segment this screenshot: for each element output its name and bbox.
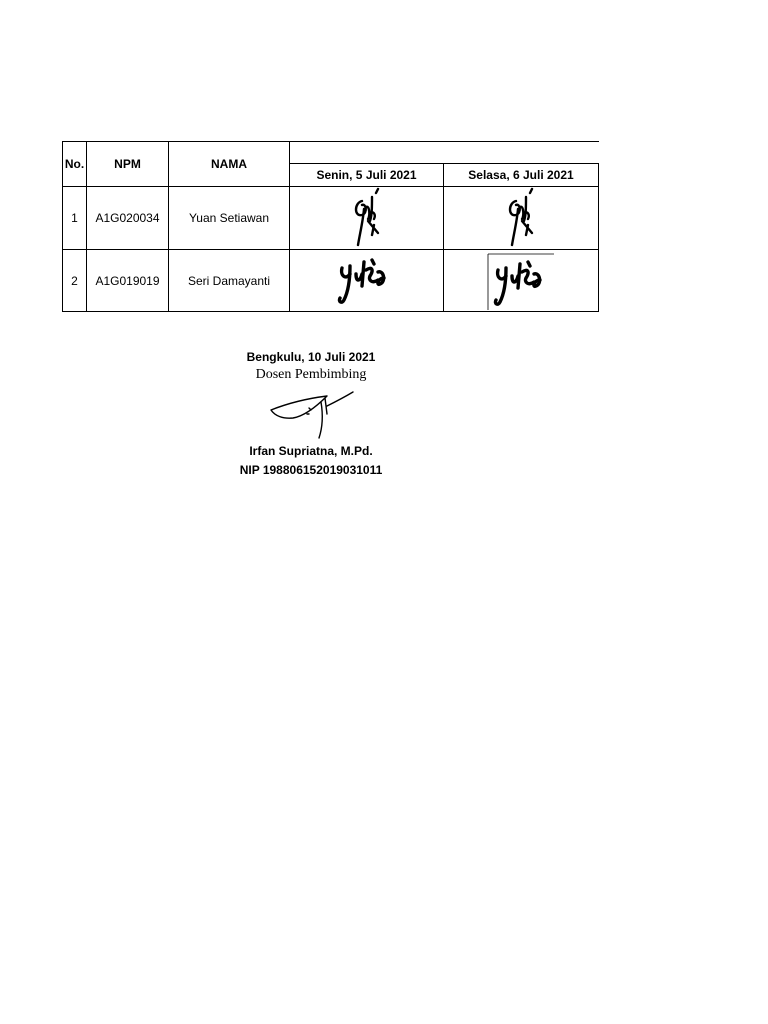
lecturer-signature-icon bbox=[261, 388, 361, 440]
signature-seri-icon bbox=[332, 252, 402, 310]
header-no bbox=[63, 142, 87, 187]
row-1-nama bbox=[169, 187, 290, 250]
signature-block bbox=[200, 348, 422, 480]
lecturer-name: Irfan Supriatna, M.Pd. bbox=[249, 444, 373, 458]
table-row bbox=[63, 187, 599, 250]
signer-role: Dosen Pembimbing bbox=[255, 367, 367, 382]
row-1-no bbox=[63, 187, 87, 250]
row-1-signature-day-1 bbox=[290, 187, 444, 250]
row-1-no-text: 1 bbox=[71, 211, 78, 225]
row-2-no bbox=[63, 250, 87, 312]
row-2-signature-day-1 bbox=[290, 250, 444, 312]
header-date-2 bbox=[444, 164, 599, 187]
header-date-2-label: Selasa, 6 Juli 2021 bbox=[468, 168, 574, 182]
header-no-label: No. bbox=[64, 157, 85, 171]
header-nama-label: NAMA bbox=[211, 157, 247, 171]
row-1-signature-day-2 bbox=[444, 187, 599, 250]
signature-seri-icon bbox=[486, 252, 556, 310]
row-2-npm-text: A1G019019 bbox=[95, 273, 160, 288]
row-2-nama-text: Seri Damayanti bbox=[187, 273, 271, 288]
attendance-table bbox=[62, 141, 599, 312]
row-2-signature-day-2 bbox=[444, 250, 599, 312]
row-2-no-text: 2 bbox=[71, 273, 78, 288]
row-2-npm bbox=[87, 250, 169, 312]
row-2-nama bbox=[169, 250, 290, 312]
header-date-1 bbox=[290, 164, 444, 187]
header-date-1-label: Senin, 5 Juli 2021 bbox=[316, 168, 417, 182]
header-npm bbox=[87, 142, 169, 187]
table-row bbox=[63, 250, 599, 312]
header-date-group bbox=[290, 142, 599, 164]
row-1-npm bbox=[87, 187, 169, 250]
place-date: Bengkulu, 10 Juli 2021 bbox=[246, 350, 376, 364]
header-npm-label: NPM bbox=[114, 157, 141, 171]
signature-yuan-icon bbox=[496, 187, 546, 249]
header-nama bbox=[169, 142, 290, 187]
signature-yuan-icon bbox=[342, 187, 392, 249]
row-1-npm-text: A1G020034 bbox=[95, 211, 160, 225]
row-1-nama-text: Yuan Setiawan bbox=[188, 211, 270, 225]
lecturer-nip: NIP 198806152019031011 bbox=[239, 463, 383, 477]
